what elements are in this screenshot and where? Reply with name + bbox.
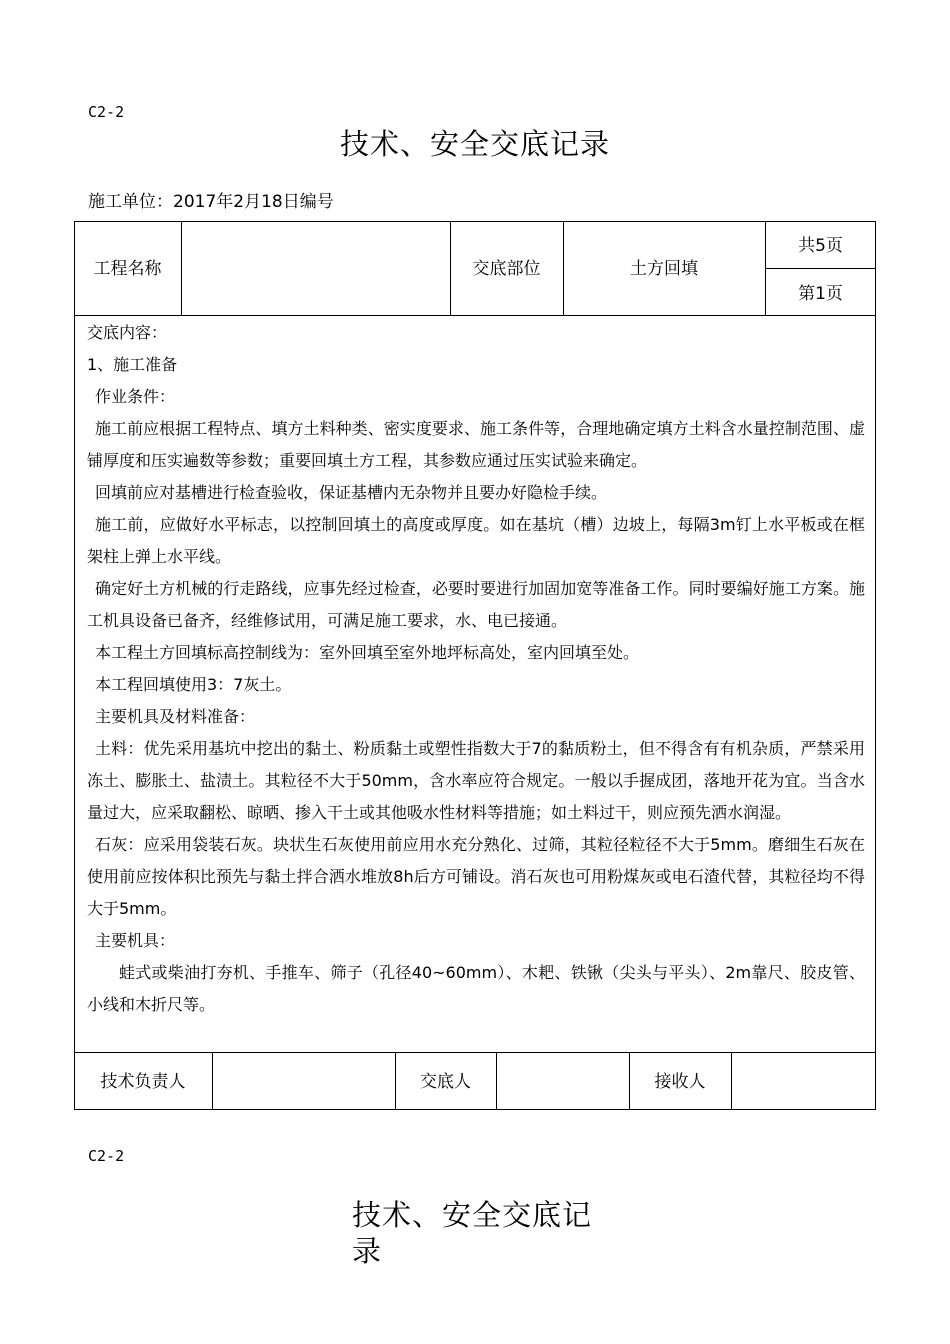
divider bbox=[74, 315, 876, 316]
unit-date-line: 施工单位：2017年2月18日编号 bbox=[88, 192, 334, 212]
form-code: C2-2 bbox=[88, 103, 125, 121]
content-paragraph: 施工前，应做好水平标志，以控制回填土的高度或厚度。如在基坑（槽）边坡上，每隔3m钉上水平板或在框架柱上弹上水平线。 bbox=[87, 515, 865, 566]
form-code-page2: C2-2 bbox=[88, 1147, 125, 1165]
location-value: 土方回填 bbox=[630, 259, 698, 279]
divider bbox=[212, 1052, 213, 1110]
content-paragraph: 本工程土方回填标高控制线为：室外回填至室外地坪标高处，室内回填至处。 bbox=[95, 643, 640, 662]
content-paragraph: 本工程回填使用3：7灰土。 bbox=[95, 675, 292, 694]
project-name-label: 工程名称 bbox=[93, 259, 162, 279]
content-paragraph: 确定好土方机械的行走路线，应事先经过检查，必要时要进行加固加宽等准备工作。同时要编好施工方案。施工机具设备已备齐，经维修试用，可满足施工要求，水、电已接通。 bbox=[87, 579, 865, 630]
tech-lead-label: 技术负责人 bbox=[100, 1072, 186, 1092]
total-pages: 共5页 bbox=[798, 236, 843, 256]
content-paragraph: 施工前应根据工程特点、填方土料种类、密实度要求、施工条件等，合理地确定填方土料含水量控制范围、虚铺厚度和压实遍数等参数；重要回填土方工程，其参数应通过压实试验来确定。 bbox=[87, 419, 865, 470]
content-paragraph: 1、施工准备 bbox=[87, 355, 178, 374]
divider bbox=[74, 1052, 876, 1053]
divider bbox=[181, 221, 182, 316]
receiver-label: 接收人 bbox=[654, 1072, 706, 1092]
content-paragraph: 作业条件： bbox=[95, 387, 176, 406]
document-title: 技术、安全交底记录 bbox=[339, 127, 610, 161]
location-label: 交底部位 bbox=[472, 259, 541, 279]
disclosure-content bbox=[87, 317, 865, 1021]
content-paragraph: 蛙式或柴油打夯机、手推车、筛子（孔径40~60mm）、木耙、铁锹（尖头与平头）、2m靠尺、胶皮管、小线和木折尺等。 bbox=[87, 963, 865, 1014]
content-paragraph: 土料：优先采用基坑中挖出的黏土、粉质黏土或塑性指数大于7的黏质粉土，但不得含有有机杂质，严禁采用冻土、膨胀土、盐渍土。其粒径不大于50mm，含水率应符合规定。一般以手握成团，落地开花为宜。当含水量过大，应采取翻松、晾晒、掺入干土或其他吸水性材料等措施；如土料过干，则应预先洒水润湿。 bbox=[87, 739, 865, 822]
document-title-page2: 技术、安全交底记录 bbox=[352, 1198, 593, 1268]
content-paragraph: 回填前应对基槽进行检查验收，保证基槽内无杂物并且要办好隐检手续。 bbox=[95, 483, 608, 502]
page-number: 第1页 bbox=[798, 284, 843, 304]
content-paragraph: 主要机具： bbox=[95, 931, 176, 950]
content-heading: 交底内容： bbox=[87, 323, 168, 342]
divider bbox=[765, 268, 876, 269]
divider bbox=[496, 1052, 497, 1110]
discloser-label: 交底人 bbox=[420, 1072, 471, 1092]
content-paragraph: 石灰：应采用袋装石灰。块状生石灰使用前应用水充分熟化、过筛，其粒径粒径不大于5mm。磨细生石灰在使用前应按体积比预先与黏土拌合洒水堆放8h后方可铺设。消石灰也可用粉煤灰或电石渣代替，其粒径均不得大于5mm。 bbox=[87, 835, 865, 918]
content-paragraph: 主要机具及材料准备： bbox=[95, 707, 256, 726]
divider bbox=[731, 1052, 732, 1110]
